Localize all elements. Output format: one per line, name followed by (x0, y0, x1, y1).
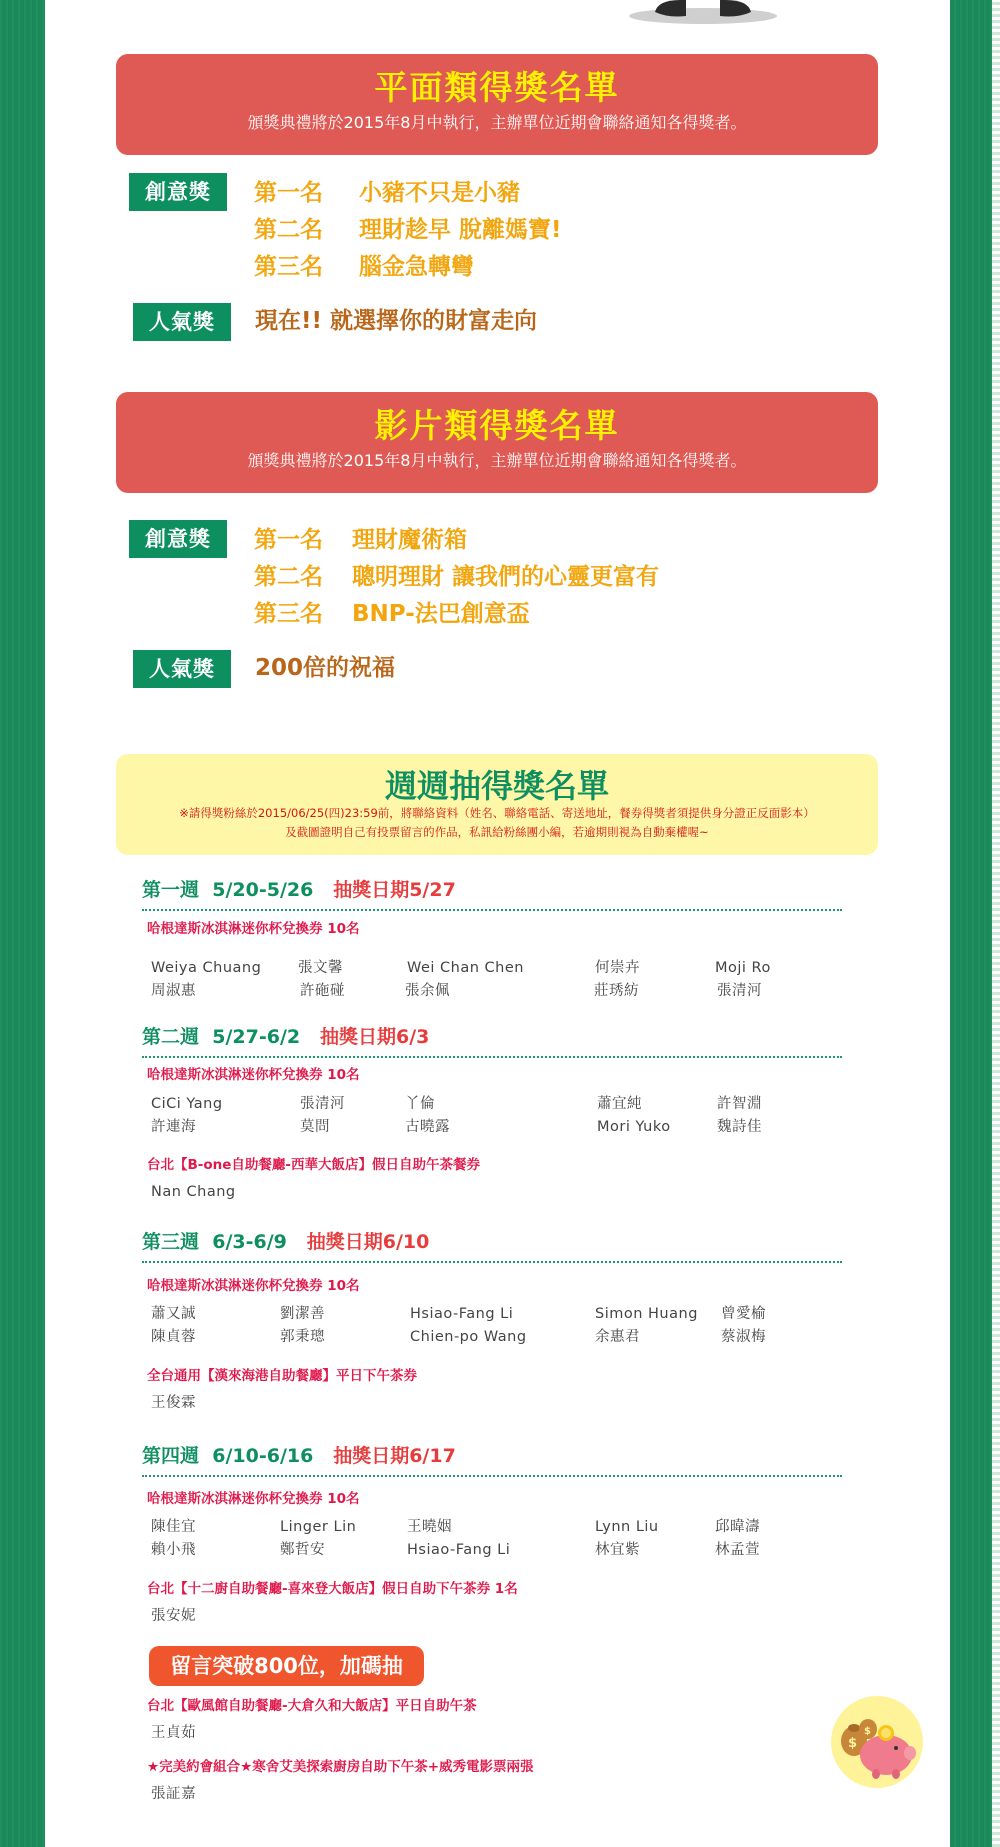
popular-award-badge: 人氣獎 (133, 650, 231, 688)
winner-name: 曾愛榆 (721, 1306, 766, 1322)
rank-second: 第二名 理財趁早 脫離媽寶! (254, 217, 562, 243)
shoes-illustration (628, 0, 778, 24)
winner-name: Hsiao-Fang Li (410, 1306, 514, 1322)
winner-name: CiCi Yang (151, 1096, 223, 1112)
popular-award-badge: 人氣獎 (133, 303, 231, 341)
winner-name: 張清河 (300, 1096, 345, 1112)
winner-name: 陳佳宜 (151, 1519, 196, 1535)
winner-name: 林宜紫 (595, 1542, 640, 1558)
prize-label: 台北【歐風館自助餐廳-大倉久和大飯店】平日自助午茶 (147, 1698, 477, 1714)
winner-name: 鄭哲安 (280, 1542, 325, 1558)
winner-name: 許砤碰 (300, 983, 345, 999)
prize-label: 台北【B-one自助餐廳-西華大飯店】假日自助午茶餐券 (147, 1157, 481, 1173)
winner-name: 賴小飛 (151, 1542, 196, 1558)
svg-text:$: $ (864, 1726, 871, 1737)
winner-name: 莊琇紡 (594, 983, 639, 999)
video-winners-banner (116, 392, 878, 493)
rank-first: 第一名 小豬不只是小豬 (254, 180, 520, 206)
winner-name: Hsiao-Fang Li (407, 1542, 511, 1558)
winner-name: Wei Chan Chen (407, 960, 524, 976)
winner-name: Linger Lin (280, 1519, 357, 1535)
creative-award-badge: 創意獎 (129, 520, 227, 558)
winner-name: Weiya Chuang (151, 960, 262, 976)
winner-name: 劉潔善 (280, 1306, 325, 1322)
winner-name: 周淑惠 (151, 983, 196, 999)
winner-name: 張文馨 (298, 960, 343, 976)
graphic-winners-banner (116, 54, 878, 155)
winner-name: Nan Chang (151, 1184, 236, 1200)
weekly-title: 週週抽得獎名單 (384, 767, 609, 805)
winner-name: 邱暐濤 (715, 1519, 760, 1535)
prize-label: 哈根達斯冰淇淋迷你杯兌換券 10名 (147, 1067, 360, 1083)
winner-name: 陳貞蓉 (151, 1329, 196, 1345)
winner-name: Lynn Liu (595, 1519, 659, 1535)
svg-text:$: $ (848, 1736, 858, 1751)
prize-label: 哈根達斯冰淇淋迷你杯兌換券 10名 (147, 1278, 360, 1294)
winner-name: 何崇卉 (595, 960, 640, 976)
rank-second: 第二名 聰明理財 讓我們的心靈更富有 (254, 564, 660, 590)
winner-name: 丫倫 (405, 1096, 435, 1112)
winner-name: 許連海 (151, 1119, 196, 1135)
winner-name: 莫問 (300, 1119, 330, 1135)
winner-name: 余惠君 (595, 1329, 640, 1345)
winner-name: Simon Huang (595, 1306, 698, 1322)
banner-subtitle: 頒獎典禮將於2015年8月中執行，主辦單位近期會聯絡通知各得獎者。 (247, 451, 747, 470)
popular-winner: 200倍的祝福 (255, 655, 396, 681)
weekly-note-1: ※請得獎粉絲於2015/06/25(四)23:59前，將聯絡資料（姓名、聯絡電話、寄送地址，餐券得獎者須提供身分證正反面影本） (179, 806, 815, 820)
winner-name: 蔡淑梅 (721, 1329, 766, 1345)
winner-name: 王貞茹 (151, 1725, 196, 1741)
prize-label: 全台通用【漢來海港自助餐廳】平日下午茶券 (147, 1368, 417, 1384)
content-panel (45, 0, 950, 1847)
winner-name: 古曉露 (405, 1119, 450, 1135)
week-3-header: 第三週 6/3-6/9 抽獎日期6/10 (142, 1225, 842, 1263)
winner-name: 蕭又誠 (151, 1306, 196, 1322)
banner-title: 平面類得獎名單 (374, 68, 620, 107)
piggy-bank-icon (830, 1695, 925, 1790)
popular-winner: 現在!! 就選擇你的財富走向 (255, 308, 537, 334)
winner-name: 張証嘉 (151, 1786, 196, 1802)
bonus-draw-badge: 留言突破800位，加碼抽 (149, 1646, 424, 1686)
week-2-header: 第二週 5/27-6/2 抽獎日期6/3 (142, 1020, 842, 1058)
winner-name: Chien-po Wang (410, 1329, 527, 1345)
week-1-header: 第一週 5/20-5/26 抽獎日期5/27 (142, 873, 842, 911)
banner-subtitle: 頒獎典禮將於2015年8月中執行，主辦單位近期會聯絡通知各得獎者。 (247, 113, 747, 132)
winner-name: 王俊霖 (151, 1395, 196, 1411)
winner-name: 魏詩佳 (717, 1119, 762, 1135)
rank-third: 第三名 BNP-法巴創意盃 (254, 601, 530, 627)
rank-third: 第三名 腦金急轉彎 (254, 254, 474, 280)
winner-name: 林孟萱 (715, 1542, 760, 1558)
prize-label: 哈根達斯冰淇淋迷你杯兌換券 10名 (147, 1491, 360, 1507)
winner-name: 張安妮 (151, 1608, 196, 1624)
banner-title: 影片類得獎名單 (374, 406, 620, 445)
creative-award-badge: 創意獎 (129, 173, 227, 211)
prize-label: 哈根達斯冰淇淋迷你杯兌換券 10名 (147, 921, 360, 937)
week-4-header: 第四週 6/10-6/16 抽獎日期6/17 (142, 1439, 842, 1477)
winner-name: 張清河 (717, 983, 762, 999)
winner-name: 郭秉璁 (280, 1329, 325, 1345)
rank-first: 第一名 理財魔術箱 (254, 527, 467, 553)
prize-label: 台北【十二廚自助餐廳-喜來登大飯店】假日自助下午茶券 1名 (147, 1581, 518, 1597)
winner-name: 蕭宜純 (597, 1096, 642, 1112)
right-edge-stripe (992, 0, 1000, 1847)
prize-label: ★完美約會組合★寒舍艾美探索廚房自助下午茶+威秀電影票兩張 (147, 1759, 534, 1775)
winner-name: 張余佩 (405, 983, 450, 999)
winner-name: 王曉姻 (407, 1519, 452, 1535)
winner-name: 許智淵 (717, 1096, 762, 1112)
weekly-draw-banner (116, 754, 878, 855)
winner-name: Moji Ro (715, 960, 771, 976)
weekly-note-2: 及截圖證明自己有投票留言的作品，私訊給粉絲團小編，若逾期則視為自動棄權喔~ (285, 825, 709, 839)
winner-name: Mori Yuko (597, 1119, 671, 1135)
